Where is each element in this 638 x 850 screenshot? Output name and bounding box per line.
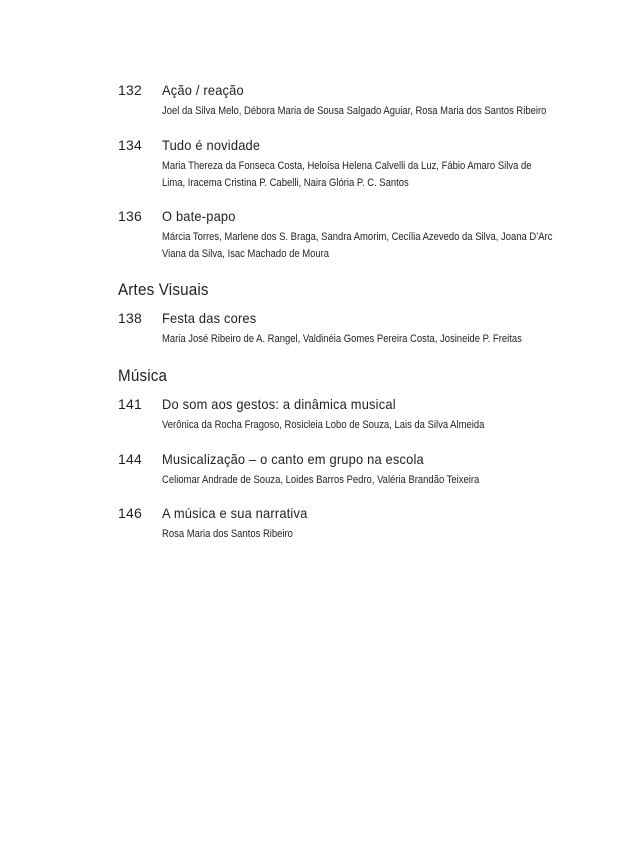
entry-authors: Maria José Ribeiro de A. Rangel, Valdinéia Gomes Pereira Costa, Josineide P. Freitas xyxy=(162,333,522,345)
page-number: 144 xyxy=(118,451,142,467)
toc-entry[interactable] xyxy=(118,394,558,434)
page-number: 141 xyxy=(118,396,142,412)
page-number: 134 xyxy=(118,137,142,153)
entry-title: Do som aos gestos: a dinâmica musical xyxy=(162,396,396,412)
entry-title: O bate-papo xyxy=(162,208,236,224)
section-heading-artes-visuais: Artes Visuais xyxy=(118,281,209,299)
entry-title: A música e sua narrativa xyxy=(162,505,308,521)
entry-authors: Verônica da Rocha Fragoso, Rosicleia Lobo de Souza, Lais da Silva Almeida xyxy=(162,419,485,431)
page-number: 138 xyxy=(118,310,142,326)
entry-authors: Márcia Torres, Marlene dos S. Braga, Sandra Amorim, Cecília Azevedo da Silva, Joana D’Arc Viana da Silva, Isac Machado de Moura xyxy=(162,231,553,260)
toc-entry[interactable] xyxy=(118,308,558,348)
section-heading-musica: Música xyxy=(118,367,168,385)
toc-entry[interactable] xyxy=(118,503,558,543)
entry-title: Festa das cores xyxy=(162,310,257,326)
entry-authors: Maria Thereza da Fonseca Costa, Heloísa Helena Calvelli da Luz, Fábio Amaro Silva de Lima, Iracema Cristina P. Cabelli, Naira Glória P. C. Santos xyxy=(162,160,532,189)
page-number: 146 xyxy=(118,505,142,521)
toc-entry[interactable] xyxy=(118,449,558,489)
page-number: 136 xyxy=(118,208,142,224)
entry-authors: Joel da Silva Melo, Débora Maria de Sousa Salgado Aguiar, Rosa Maria dos Santos Ribeiro xyxy=(162,105,547,117)
toc-entry[interactable] xyxy=(118,206,558,263)
entry-authors: Celiomar Andrade de Souza, Loides Barros Pedro, Valéria Brandão Teixeira xyxy=(162,474,480,486)
entry-title: Tudo é novidade xyxy=(162,137,261,153)
entry-title: Ação / reação xyxy=(162,82,244,98)
entry-authors: Rosa Maria dos Santos Ribeiro xyxy=(162,528,293,540)
entry-title: Musicalização – o canto em grupo na escola xyxy=(162,451,424,467)
toc-entry[interactable] xyxy=(118,80,558,120)
page-number: 132 xyxy=(118,82,142,98)
table-of-contents xyxy=(118,80,558,543)
toc-entry[interactable] xyxy=(118,135,558,192)
